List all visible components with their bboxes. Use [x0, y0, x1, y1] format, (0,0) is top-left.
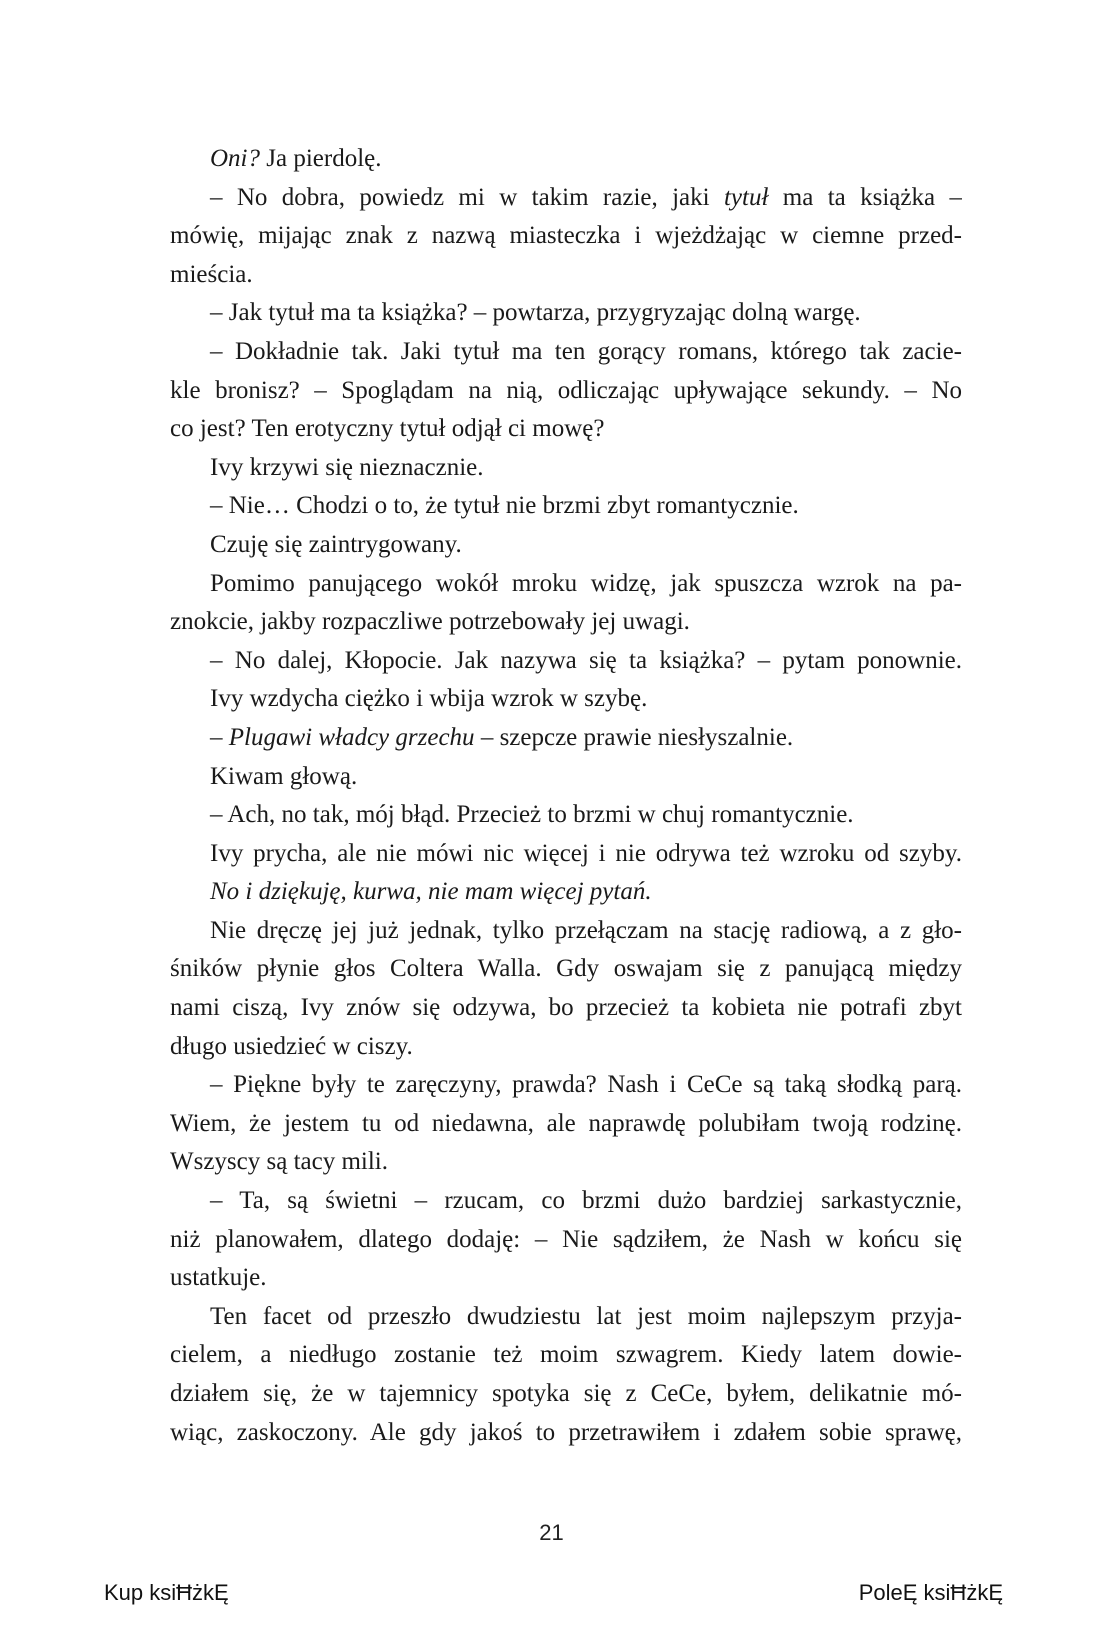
text-run: – Nie… Chodzi o to, że tytuł nie brzmi zbyt romantycznie. [210, 492, 799, 520]
text-run: działem się, że w tajemnicy spotyka się z CeCe, byłem, delikatnie mó- [170, 1380, 962, 1407]
text-run: Ivy krzywi się nieznacznie. [210, 453, 484, 481]
text-run: niż planowałem, dlatego dodaję: – Nie sądziłem, że Nash w końcu się [170, 1225, 962, 1253]
text-line [170, 642, 962, 681]
text-line [170, 410, 962, 449]
text-line [170, 333, 962, 372]
text-line [170, 1105, 962, 1144]
text-run: długo usiedzieć w ciszy. [170, 1032, 413, 1060]
text-line [170, 372, 962, 411]
text-line [170, 1182, 962, 1221]
text-line [170, 1259, 962, 1298]
text-line [170, 1375, 962, 1414]
text-run: wiąc, zaskoczony. Ale gdy jakoś to przetrawiłem i zdałem sobie sprawę, [170, 1418, 962, 1446]
text-run: Ivy prycha, ale nie mówi nic więcej i nie odrywa też wzroku od szyby. [210, 839, 962, 867]
text-line [170, 1221, 962, 1260]
text-line [170, 256, 962, 295]
text-line [170, 1143, 962, 1182]
text-line [170, 912, 962, 951]
text-line [170, 1414, 962, 1453]
text-run: – Dokładnie tak. Jaki tytuł ma ten gorący romans, którego tak zacie- [210, 337, 962, 365]
text-run: kle bronisz? – Spoglądam na nią, odliczając upływające sekundy. – No [170, 376, 962, 404]
text-run: ustatkuje. [170, 1264, 267, 1292]
text-run: – No dobra, powiedz mi w takim razie, jaki [210, 183, 724, 211]
text-run: mówię, mijając znak z nazwą miasteczka i wjeżdżając w ciemne przed- [170, 222, 962, 250]
text-run: – Jak tytuł ma ta książka? – powtarza, przygryzając dolną wargę. [210, 299, 861, 327]
text-line [170, 680, 962, 719]
text-run: co jest? Ten erotyczny tytuł odjął ci mowę? [170, 415, 605, 443]
page-body-text [170, 140, 962, 1452]
recommend-book-link[interactable]: PoleĘ ksiĦżkĘ [858, 1580, 1003, 1605]
text-run: śników płynie głos Coltera Walla. Gdy oswajam się z panującą między [170, 955, 962, 983]
text-line [170, 140, 962, 179]
text-run: mieścia. [170, 260, 253, 288]
text-line [170, 1066, 962, 1105]
text-line [170, 449, 962, 488]
text-line [170, 179, 962, 218]
text-line [170, 989, 962, 1028]
text-line [170, 603, 962, 642]
text-line [170, 835, 962, 874]
text-run: Czuję się zaintrygowany. [210, 530, 462, 558]
text-run: – szepcze prawie niesłyszalnie. [474, 723, 794, 751]
text-line [170, 796, 962, 835]
text-line [170, 487, 962, 526]
text-run: znokcie, jakby rozpaczliwe potrzebowały jej uwagi. [170, 608, 690, 636]
text-run: Wiem, że jestem tu od niedawna, ale naprawdę polubiłam twoją rodzinę. [170, 1109, 962, 1137]
text-run: – No dalej, Kłopocie. Jak nazywa się ta książka? – pytam ponownie. [210, 646, 962, 674]
text-run: Pomimo panującego wokół mroku widzę, jak spuszcza wzrok na pa- [210, 569, 962, 597]
text-line [170, 294, 962, 333]
text-run: – Piękne były te zaręczyny, prawda? Nash i CeCe są taką słodką parą. [210, 1071, 962, 1099]
text-run: Ten facet od przeszło dwudziestu lat jest moim najlepszym przyja- [210, 1302, 962, 1330]
text-line [170, 950, 962, 989]
text-run: Nie dręczę jej już jednak, tylko przełączam na stację radiową, a z gło- [210, 916, 962, 944]
buy-book-link[interactable]: Kup ksiĦżkĘ [104, 1580, 229, 1605]
text-run: nami ciszą, Ivy znów się odzywa, bo przecież ta kobieta nie potrafi zbyt [170, 994, 962, 1022]
text-line [170, 526, 962, 565]
text-run: Kiwam głową. [210, 762, 358, 790]
text-run: – Ta, są świetni – rzucam, co brzmi dużo bardziej sarkastycznie, [210, 1187, 962, 1215]
text-run: Ja pierdolę. [260, 145, 382, 172]
italic-text-run: Oni? [210, 145, 260, 172]
text-line [170, 565, 962, 604]
italic-text-run: – Plugawi władcy grzechu [210, 723, 475, 751]
text-line [170, 217, 962, 256]
text-line [170, 758, 962, 797]
italic-text-run: No i dziękuję, kurwa, nie mam więcej pytań. [210, 878, 652, 906]
text-line [170, 873, 962, 912]
page-number: 21 [539, 1520, 564, 1545]
text-line [170, 719, 962, 758]
text-run: cielem, a niedługo zostanie też moim szwagrem. Kiedy latem dowie- [170, 1341, 962, 1369]
text-run: Ivy wzdycha ciężko i wbija wzrok w szybę. [210, 685, 648, 713]
text-run: – Ach, no tak, mój błąd. Przecież to brzmi w chuj romantycznie. [210, 801, 854, 829]
text-line [170, 1298, 962, 1337]
text-line [170, 1028, 962, 1067]
text-run: ma ta książka – [768, 183, 962, 211]
italic-text-run: tytuł [723, 183, 769, 211]
text-run: Wszyscy są tacy mili. [170, 1148, 388, 1176]
text-line [170, 1336, 962, 1375]
